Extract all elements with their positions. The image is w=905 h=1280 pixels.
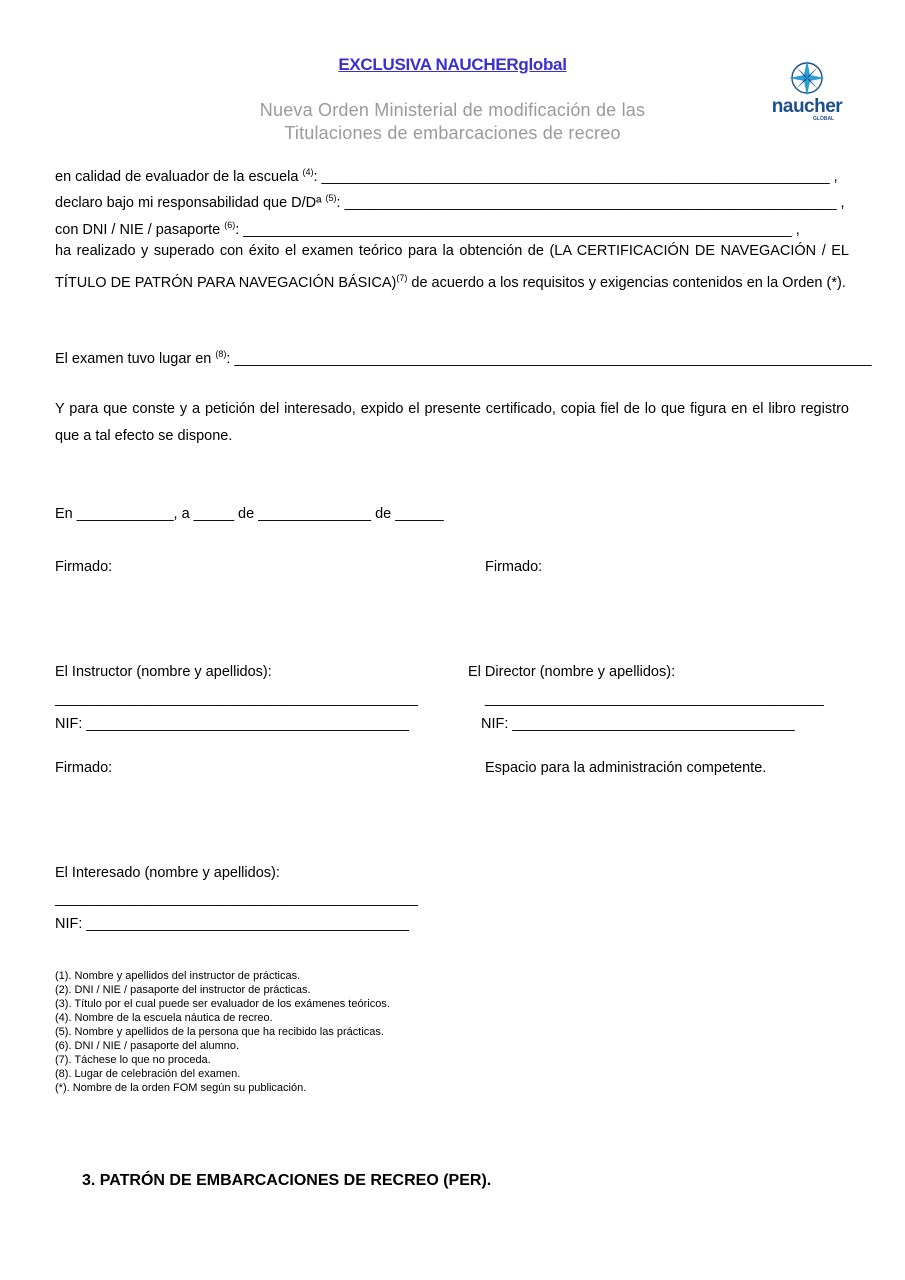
exam-place-line: El examen tuvo lugar en $^{(8)}$: _______________________________________________________________________________ xyxy=(55,349,872,367)
interested-name-blank: _____________________________________________ xyxy=(55,891,418,907)
interested-nif-line: NIF: ________________________________________ xyxy=(55,916,409,932)
section-heading-per: 3. PATRÓN DE EMBARCACIONES DE RECREO (PER). xyxy=(82,1172,492,1189)
certificate-issue-paragraph: Y para que conste y a petición del interesado, expido el presente certificado, copia fiel de lo que figura en el libro registro que a tal efecto se dispone. xyxy=(55,401,849,444)
footnote-1: (1). Nombre y apellidos del instructor de prácticas. xyxy=(55,970,301,982)
signed-label-left-2: Firmado: xyxy=(55,760,113,776)
footnote-7: (7). Táchese lo que no proceda. xyxy=(55,1054,211,1066)
document-subtitle-line1: Nueva Orden Ministerial de modificación de las xyxy=(259,100,646,120)
instructor-name-label: El Instructor (nombre y apellidos): xyxy=(55,664,272,680)
footnote-3: (3). Título por el cual puede ser evaluador de los exámenes teóricos. xyxy=(55,998,390,1010)
director-name-label: El Director (nombre y apellidos): xyxy=(468,664,676,680)
exam-passed-paragraph: ha realizado y superado con éxito el examen teórico para la obtención de (LA CERTIFICACIÓN DE NAVEGACIÓN / EL TÍTULO DE PATRÓN PARA NAVEGACIÓN BÁSICA)$^{(7)}$ de acuerdo a los requisitos y exigencias contenidos en la Orden (*). xyxy=(55,243,849,291)
logo-subtext: GLOBAL xyxy=(813,116,835,122)
exclusiva-naucher-link[interactable]: EXCLUSIVA NAUCHERglobal xyxy=(338,55,567,74)
director-nif-line: NIF: ___________________________________ xyxy=(481,716,795,732)
footnote-order: (*). Nombre de la orden FOM según su publicación. xyxy=(55,1082,307,1094)
footnote-8: (8). Lugar de celebración del examen. xyxy=(55,1068,241,1080)
date-line: En ____________, a _____ de ______________ de ______ xyxy=(55,506,444,522)
footnote-5: (5). Nombre y apellidos de la persona que ha recibido las prácticas. xyxy=(55,1026,384,1038)
document-subtitle-line2: Titulaciones de embarcaciones de recreo xyxy=(284,123,621,143)
instructor-name-blank: _____________________________________________ xyxy=(55,691,418,707)
evaluator-school-line: en calidad de evaluador de la escuela $^{(4)}$: _______________________________________________________________ , xyxy=(55,167,838,185)
signed-label-right: Firmado: xyxy=(485,559,543,575)
compass-rose-icon xyxy=(765,58,849,98)
director-name-blank: __________________________________________ xyxy=(485,691,824,707)
admin-space-label: Espacio para la administración competente. xyxy=(485,760,767,776)
declare-student-line: declaro bajo mi responsabilidad que D/Dª $^{(5)}$: _____________________________________________________________ , xyxy=(55,193,845,211)
naucher-logo xyxy=(765,58,849,124)
footnote-4: (4). Nombre de la escuela náutica de recreo. xyxy=(55,1012,273,1024)
footnote-6: (6). DNI / NIE / pasaporte del alumno. xyxy=(55,1040,240,1052)
signed-label-left: Firmado: xyxy=(55,559,113,575)
footnote-2: (2). DNI / NIE / pasaporte del instructor de prácticas. xyxy=(55,984,311,996)
interested-name-label: El Interesado (nombre y apellidos): xyxy=(55,865,280,881)
student-id-line: con DNI / NIE / pasaporte $^{(6)}$: ____________________________________________________________________ , xyxy=(55,220,800,238)
logo-wordmark: naucher xyxy=(771,96,843,117)
instructor-nif-line: NIF: ________________________________________ xyxy=(55,716,409,732)
